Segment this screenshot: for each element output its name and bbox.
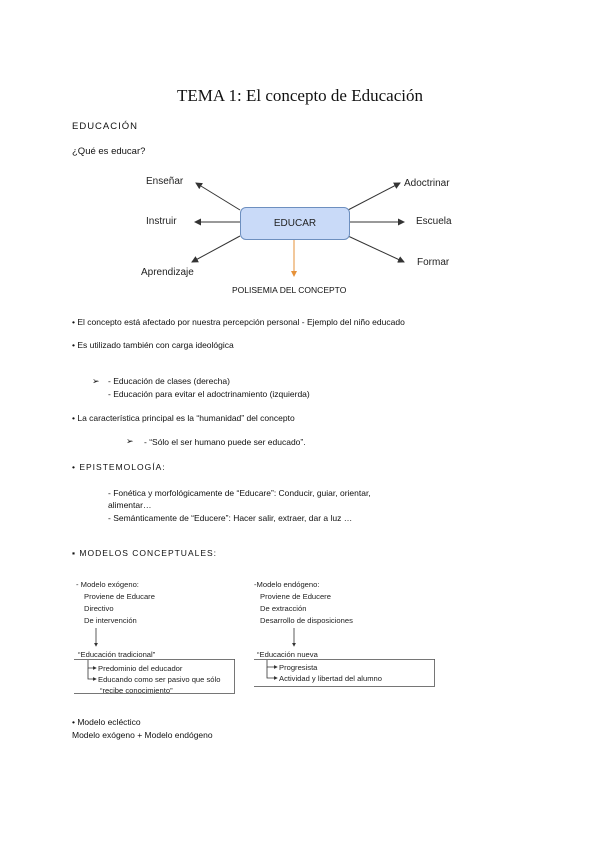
exo-sub: Educando como ser pasivo que sólo bbox=[98, 675, 221, 684]
exo-item: Proviene de Educare bbox=[84, 592, 155, 601]
modelo-suma: Modelo exógeno + Modelo endógeno bbox=[72, 730, 213, 740]
section-heading: EDUCACIÓN bbox=[72, 121, 139, 132]
exo-item: De intervención bbox=[84, 616, 137, 625]
bullet-ideologica: • Es utilizado también con carga ideológica bbox=[72, 340, 234, 350]
endo-result-box-side bbox=[434, 659, 435, 686]
exo-result: “Educación tradicional” bbox=[78, 650, 156, 659]
bullet-humanidad: • La característica principal es la “humanidad” del concepto bbox=[72, 413, 295, 423]
epist-educare-cont: alimentar… bbox=[108, 500, 152, 510]
endo-branch-arrow bbox=[267, 667, 277, 678]
endo-item: Proviene de Educere bbox=[260, 592, 331, 601]
label-escuela: Escuela bbox=[416, 216, 452, 227]
endo-title: -Modelo endógeno: bbox=[254, 580, 320, 589]
endo-item: De extracción bbox=[260, 604, 307, 613]
label-instruir: Instruir bbox=[146, 216, 177, 227]
sub-ser-humano: - “Sólo el ser humano puede ser educado”. bbox=[144, 437, 306, 447]
exo-branch-arrow bbox=[88, 660, 96, 668]
sub-adoctrinamiento: - Educación para evitar el adoctrinamiento (izquierda) bbox=[108, 389, 310, 399]
label-adoctrinar: Adoctrinar bbox=[404, 178, 450, 189]
endo-sub: Progresista bbox=[279, 663, 318, 672]
label-formar: Formar bbox=[417, 257, 450, 268]
exo-sub: Predominio del educador bbox=[98, 664, 183, 673]
label-ensenar: Enseñar bbox=[146, 176, 184, 187]
endo-result-box bbox=[254, 659, 435, 660]
arrow-bullet-icon: ➢ bbox=[92, 376, 100, 386]
modelos-heading: ▪ MODELOS CONCEPTUALES: bbox=[72, 548, 218, 558]
exo-sub: “recibe conocimiento” bbox=[100, 686, 173, 695]
exo-result-box-bottom bbox=[74, 693, 235, 694]
epistemologia-heading: • EPISTEMOLOGÍA: bbox=[72, 462, 166, 472]
exo-item: Directivo bbox=[84, 604, 114, 613]
endo-result: “Educación nueva bbox=[257, 650, 318, 659]
page-title: TEMA 1: El concepto de Educación bbox=[177, 86, 423, 105]
exo-result-box-side bbox=[234, 659, 235, 693]
label-aprendizaje: Aprendizaje bbox=[141, 267, 194, 278]
epist-educare: - Fonética y morfológicamente de “Educare”: Conducir, guiar, orientar, bbox=[108, 488, 371, 498]
question-text: ¿Qué es educar? bbox=[72, 146, 146, 157]
educar-box: EDUCAR bbox=[240, 207, 350, 240]
diagram-caption: POLISEMIA DEL CONCEPTO bbox=[232, 285, 347, 295]
epist-educere: - Semánticamente de “Educere”: Hacer salir, extraer, dar a luz … bbox=[108, 513, 353, 523]
bullet-percepcion: • El concepto está afectado por nuestra percepción personal - Ejemplo del niño educado bbox=[72, 317, 405, 327]
exo-result-box bbox=[74, 659, 235, 660]
modelo-eclectico: • Modelo ecléctico bbox=[72, 717, 141, 727]
arrow-bullet-icon: ➢ bbox=[126, 436, 134, 446]
exo-branch-arrow bbox=[88, 668, 96, 679]
endo-result-box-bottom bbox=[254, 686, 435, 687]
exo-title: - Modelo exógeno: bbox=[76, 580, 139, 589]
endo-sub: Actividad y libertad del alumno bbox=[279, 674, 382, 683]
endo-branch-arrow bbox=[267, 660, 277, 667]
sub-clases: - Educación de clases (derecha) bbox=[108, 376, 230, 386]
endo-item: Desarrollo de disposiciones bbox=[260, 616, 353, 625]
